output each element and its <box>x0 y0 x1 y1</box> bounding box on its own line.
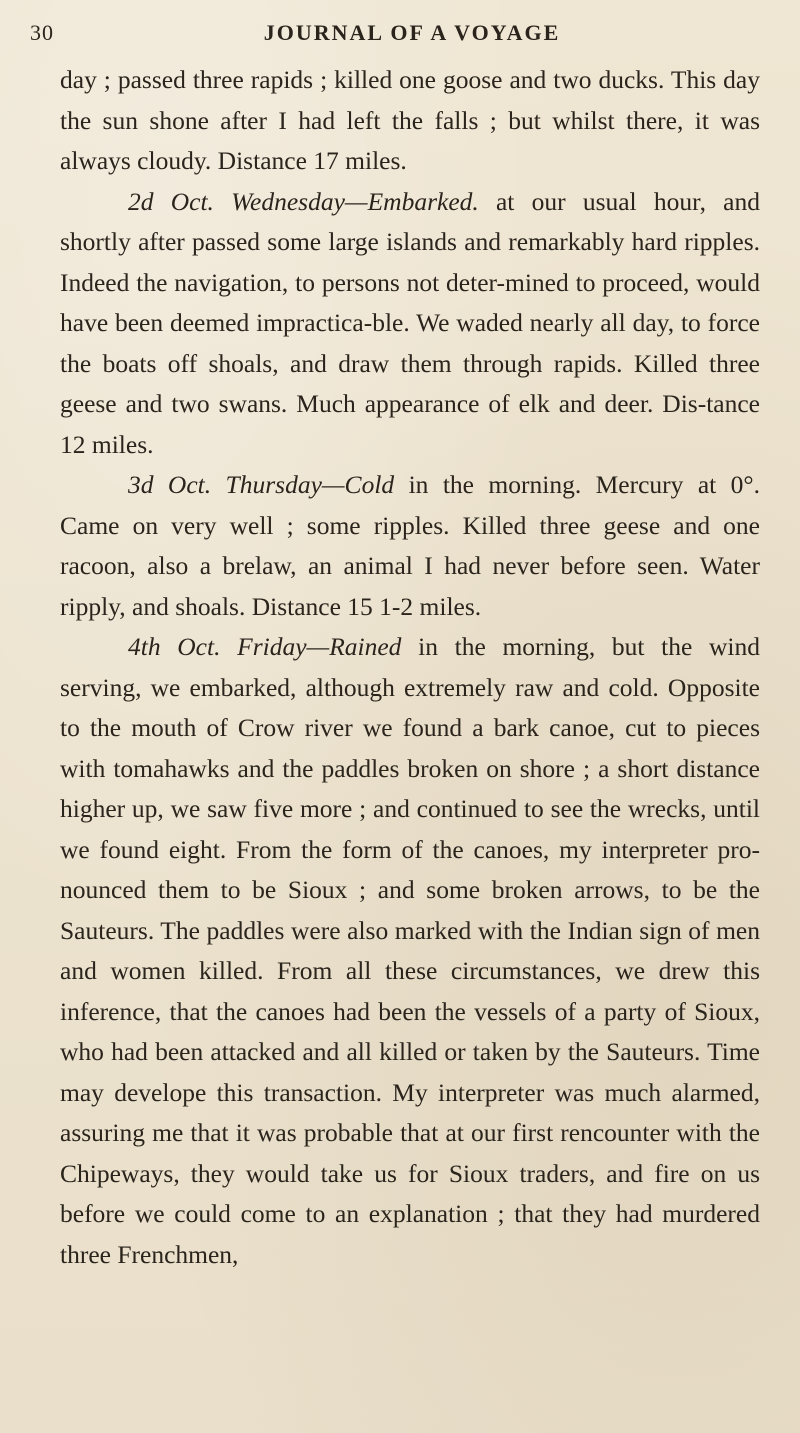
entry-text: in the morning, but the wind serving, we embarked, although extremely raw and cold. Opposite to the mouth of Crow river we found a bark canoe, cut to pieces with tomahawks and the paddles broken on shore ; a short distance higher up, we saw five more ; and continued to see the wrecks, until we found eight. From the form of the canoes, my interpreter pro-nounced them to be Sioux ; and some broken arrows, to be the Sauteurs. The paddles were also marked with the Indian sign of men and women killed. From all these circumstances, we drew this inference, that the canoes had been the vessels of a party of Sioux, who had been attacked and all killed or taken by the Sauteurs. Time may develope this transaction. My interpreter was much alarmed, assuring me that it was probable that at our first rencounter with the Chipeways, they would take us for Sioux traders, and fire on us before we could come to an explanation ; that they had murdered three Frenchmen, <box>60 632 760 1269</box>
journal-entry-oct-2 <box>60 182 760 466</box>
entry-date: 2d Oct. Wednesday—Embarked. <box>128 186 479 216</box>
entry-text: at our usual hour, and shortly after passed some large islands and remarkably hard ripples. Indeed the navigation, to persons not deter-mined to proceed, would have been deemed impractica-ble. We waded nearly all day, to force the boats off shoals, and draw them through rapids. Killed three geese and two swans. Much appearance of elk and deer. Dis-tance 12 miles. <box>60 186 760 459</box>
paragraph-text: day ; passed three rapids ; killed one goose and two ducks. This day the sun shone after I had left the falls ; but whilst there, it was always cloudy. Distance 17 miles. <box>60 65 760 175</box>
body-text <box>60 60 760 1275</box>
running-head: JOURNAL OF A VOYAGE <box>263 20 561 45</box>
journal-entry-oct-3 <box>60 465 760 627</box>
page-number: 30 <box>30 20 54 45</box>
paragraph-continuation <box>60 60 760 182</box>
entry-date: 4th Oct. Friday—Rained <box>128 632 402 661</box>
entry-date: 3d Oct. Thursday—Cold <box>128 470 395 499</box>
page-header <box>30 16 770 50</box>
journal-entry-oct-4 <box>60 627 760 1275</box>
entry-text: in the morning. Mercury at 0°. Came on very well ; some ripples. Killed three geese and one racoon, also a brelaw, an animal I had never before seen. Water ripply, and shoals. Distance 15 1-2 miles. <box>60 470 760 621</box>
